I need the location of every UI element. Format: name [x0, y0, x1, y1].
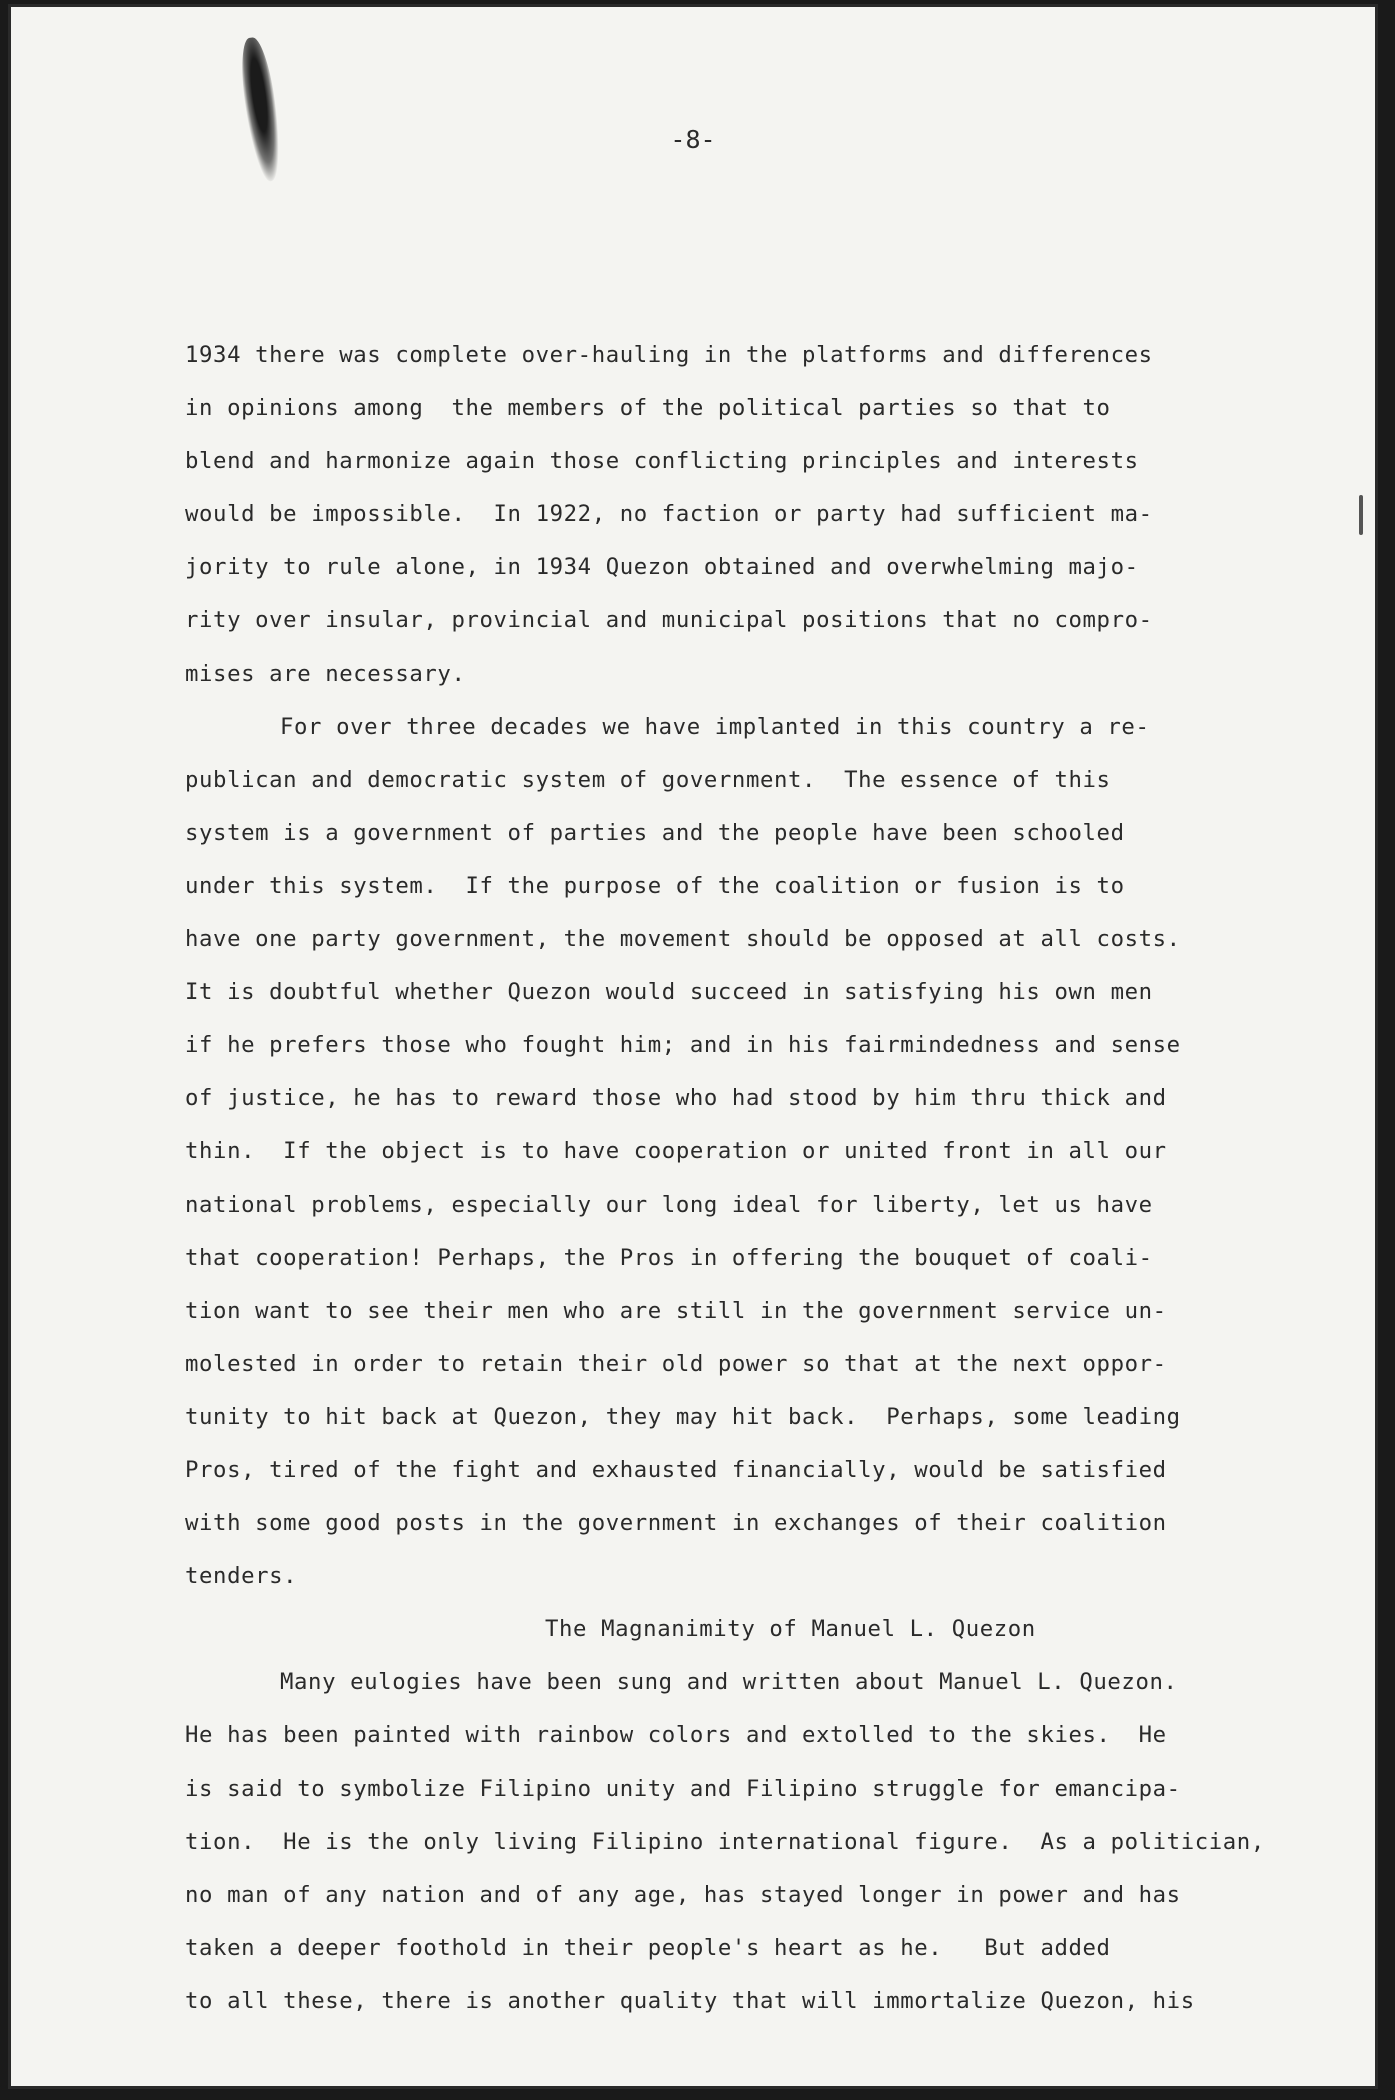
text-line: Many eulogies have been sung and written about Manuel L. Quezon.	[280, 1669, 1178, 1696]
document-page	[8, 4, 1378, 2089]
text-line: He has been painted with rainbow colors and extolled to the skies. He	[185, 1722, 1167, 1749]
text-line: is said to symbolize Filipino unity and Filipino struggle for emancipa-	[185, 1775, 1181, 1802]
text-line: would be impossible. In 1922, no faction or party had sufficient ma-	[185, 501, 1153, 528]
text-line: national problems, especially our long ideal for liberty, let us have	[185, 1191, 1153, 1218]
text-line: tion. He is the only living Filipino international figure. As a politician,	[185, 1828, 1265, 1855]
text-line: that cooperation! Perhaps, the Pros in offering the bouquet of coali-	[185, 1244, 1153, 1271]
text-line: tion want to see their men who are still in the government service un-	[185, 1297, 1167, 1324]
text-line: taken a deeper foothold in their people's heart as he. But added	[185, 1934, 1111, 1961]
text-line: of justice, he has to reward those who had stood by him thru thick and	[185, 1085, 1167, 1112]
text-line: no man of any nation and of any age, has stayed longer in power and has	[185, 1881, 1181, 1908]
text-line: It is doubtful whether Quezon would succeed in satisfying his own men	[185, 979, 1153, 1006]
text-line: publican and democratic system of government. The essence of this	[185, 766, 1111, 793]
text-line: 1934 there was complete over-hauling in the platforms and differences	[185, 342, 1153, 368]
text-line: jority to rule alone, in 1934 Quezon obtained and overwhelming majo-	[185, 554, 1139, 581]
body-text	[185, 329, 1335, 2028]
text-line: tunity to hit back at Quezon, they may hit back. Perhaps, some leading	[185, 1403, 1181, 1430]
text-line: molested in order to retain their old power so that at the next oppor-	[185, 1350, 1167, 1377]
section-heading: The Magnanimity of Manuel L. Quezon	[545, 1616, 1036, 1643]
text-line: For over three decades we have implanted in this country a re-	[280, 713, 1150, 740]
text-line: mises are necessary.	[185, 660, 466, 687]
page-number: -8-	[670, 125, 716, 154]
text-line: if he prefers those who fought him; and in his fairmindedness and sense	[185, 1032, 1181, 1059]
text-line: to all these, there is another quality that will immortalize Quezon, his	[185, 1987, 1195, 2014]
ink-blot-mark	[236, 36, 286, 184]
text-line: blend and harmonize again those conflicting principles and interests	[185, 448, 1139, 475]
text-line: in opinions among the members of the political parties so that to	[185, 395, 1111, 422]
text-line: system is a government of parties and the people have been schooled	[185, 819, 1125, 846]
text-line: thin. If the object is to have cooperation or united front in all our	[185, 1138, 1167, 1165]
margin-mark	[1359, 495, 1363, 535]
text-line: have one party government, the movement should be opposed at all costs.	[185, 926, 1181, 953]
text-line: under this system. If the purpose of the coalition or fusion is to	[185, 872, 1125, 899]
text-line: rity over insular, provincial and municipal positions that no compro-	[185, 607, 1153, 634]
text-line: with some good posts in the government in exchanges of their coalition	[185, 1510, 1167, 1537]
text-line: tenders.	[185, 1563, 298, 1590]
text-line: Pros, tired of the fight and exhausted financially, would be satisfied	[185, 1456, 1167, 1483]
